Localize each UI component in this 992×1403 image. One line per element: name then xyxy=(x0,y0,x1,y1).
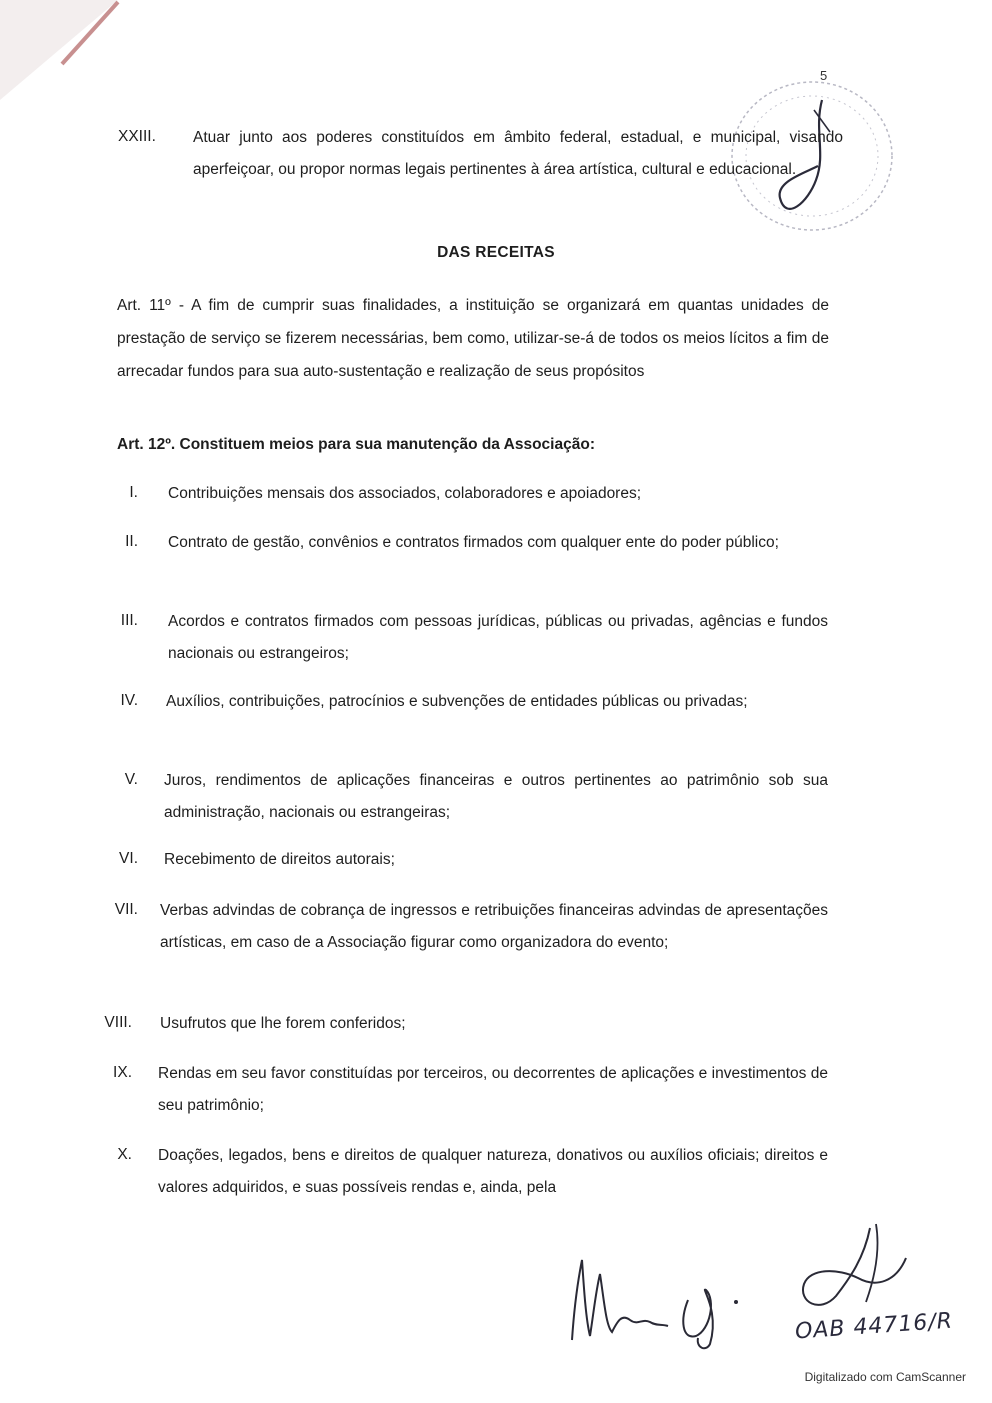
article-12-heading: Art. 12º. Constituem meios para sua manutenção da Associação: xyxy=(117,436,595,453)
list-item-number: IX. xyxy=(113,1064,132,1081)
list-item-text: Acordos e contratos firmados com pessoas jurídicas, públicas ou privadas, agências e fundos nacionais ou estrangeiros; xyxy=(168,613,828,662)
list-item-text: Juros, rendimentos de aplicações financeiras e outros pertinentes ao patrimônio sob sua administração, nacionais ou estrangeiras; xyxy=(164,772,828,821)
list-item-number: III. xyxy=(120,612,138,629)
list-item-text: Verbas advindas de cobrança de ingressos e retribuições financeiras advindas de apresentações artísticas, em caso de a Associação figurar como organizadora do evento; xyxy=(160,902,828,951)
list-item-number: I. xyxy=(129,484,138,501)
list-item-text: Recebimento de direitos autorais; xyxy=(164,851,395,868)
list-item-text: Contribuições mensais dos associados, colaboradores e apoiadores; xyxy=(168,485,642,502)
page-number: 5 xyxy=(820,68,828,83)
list-item-number: II. xyxy=(125,533,138,550)
list-item-number: VI. xyxy=(119,850,138,867)
scan-corner-artifact xyxy=(0,0,120,110)
list-item-number: X. xyxy=(117,1146,132,1163)
list-item-number: VII. xyxy=(114,901,138,918)
list-item-number: VIII. xyxy=(104,1014,132,1031)
list-item-number: IV. xyxy=(120,692,138,709)
list-item-text: Rendas em seu favor constituídas por terceiros, ou decorrentes de aplicações e investimentos de seu patrimônio; xyxy=(158,1065,828,1114)
signature-2 xyxy=(780,1218,930,1318)
list-item-text: Auxílios, contribuições, patrocínios e subvenções de entidades públicas ou privadas; xyxy=(166,693,748,710)
item-text: Atuar junto aos poderes constituídos em âmbito federal, estadual, e municipal, visando aperfeiçoar, ou propor normas legais pertinentes à área artística, cultural e educacional. xyxy=(193,129,843,178)
list-item-text: Doações, legados, bens e direitos de qualquer natureza, donativos ou auxílios oficiais; direitos e valores adquiridos, e suas possíveis rendas e, ainda, pela xyxy=(158,1147,828,1196)
handwritten-oab-note: OAB 44716/R xyxy=(794,1308,954,1345)
item-number: XXIII. xyxy=(118,128,156,145)
signature-1 xyxy=(560,1240,780,1350)
list-item-text: Usufrutos que lhe forem conferidos; xyxy=(160,1015,406,1032)
scanner-watermark: Digitalizado com CamScanner xyxy=(804,1370,966,1384)
section-heading: DAS RECEITAS xyxy=(437,244,555,261)
list-item-number: V. xyxy=(124,771,138,788)
article-11-paragraph: Art. 11º - A fim de cumprir suas finalidades, a instituição se organizará em quantas unidades de prestação de serviço se fizerem necessárias, bem como, utilizar-se-á de todos os meios lícitos a fim de arrecadar fundos para sua auto-sustentação e realização de seus propósitos xyxy=(117,297,829,380)
list-item-text: Contrato de gestão, convênios e contratos firmados com qualquer ente do poder público; xyxy=(168,534,779,551)
